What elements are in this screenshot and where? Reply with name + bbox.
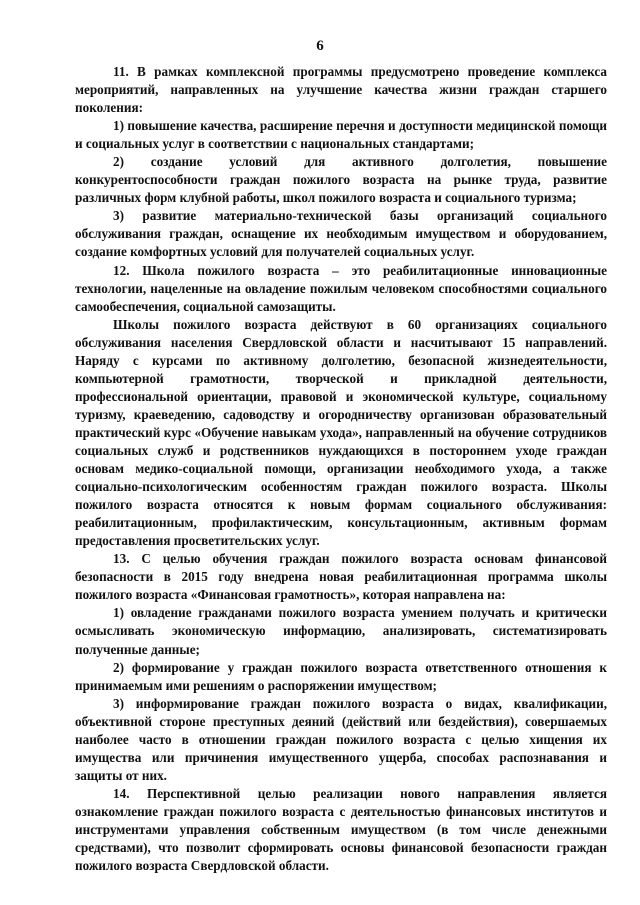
paragraph-14: 14. Перспективной целью реализации нового направления является ознакомление граждан пожилого возраста с деятельностью финансовых институтов и инструментами управления собственным имуществом (в том числе денежными средствами), что позволит сформировать основы финансовой безопасности граждан пожилого возраста Свердловской области. [75,785,607,874]
paragraph-13-item-2: 2) формирование у граждан пожилого возраста ответственного отношения к принимаемым ими решениям о распоряжении имуществом; [75,659,607,693]
paragraph-11-item-1: 1) повышение качества, расширение перечня и доступности медицинской помощи и социальных услуг в соответствии с национальных стандартами; [75,118,607,152]
page-number: 6 [316,38,324,54]
paragraph-12-schools: Школы пожилого возраста действуют в 60 организациях социального обслуживания населения Свердловской области и насчитывают 15 направлений. Наряду с курсами по активному долголетию, безопасной жизнедеятельности, компьютерной грамотности, творческой и прикладной деятельности, профессиональной ориентации, правовой и экономической культуре, социальному туризму, краеведению, садоводству и огородничеству организован образовательный практический курс «Обучение навыкам ухода», направленный на обучение сотрудников социальных служб и родственников нуждающихся в постороннем уходе граждан основам медико-социальной помощи, организации необходимого ухода, а также социально-психологическим особенностям граждан пожилого возраста. Школы пожилого возраста относятся к новым формам социального обслуживания: реабилитационным, профилактическим, консультационным, активным формам предоставления просветительских услуг. [75,316,607,549]
paragraph-13: 13. С целью обучения граждан пожилого возраста основам финансовой безопасности в 2015 году внедрена новая реабилитационная программа школы пожилого возраста «Финансовая грамотность», которая направлена на: [75,551,607,603]
paragraph-11-item-2: 2) создание условий для активного долголетия, повышение конкурентоспособности граждан пожилого возраста на рынке труда, развитие различных форм клубной работы, школ пожилого возраста и социального туризма; [75,154,607,206]
paragraph-13-item-3: 3) информирование граждан пожилого возраста о видах, квалификации, объективной стороне преступных деяний (действий или бездействия), совершаемых наиболее часто в отношении граждан пожилого возраста с целью хищения их имущества или причинения имущественного ущерба, способах распознавания и защиты от них. [75,695,607,783]
paragraph-11: 11. В рамках комплексной программы предусмотрено проведение комплекса мероприятий, направленных на улучшение качества жизни граждан старшего поколения: [75,64,607,116]
paragraph-12: 12. Школа пожилого возраста – это реабилитационные инновационные технологии, нацеленные на овладение пожилым человеком способностями социального самообеспечения, социальной самозащиты. [75,262,607,314]
document-body [75,63,607,875]
paragraph-11-item-3: 3) развитие материально-технической базы организаций социального обслуживания граждан, оснащение их необходимым имуществом и оборудованием, создание комфортных условий для получателей социальных услуг. [75,208,607,260]
paragraph-13-item-1: 1) овладение гражданами пожилого возраста умением получать и критически осмысливать экономическую информацию, анализировать, систематизировать полученные данные; [75,605,607,657]
